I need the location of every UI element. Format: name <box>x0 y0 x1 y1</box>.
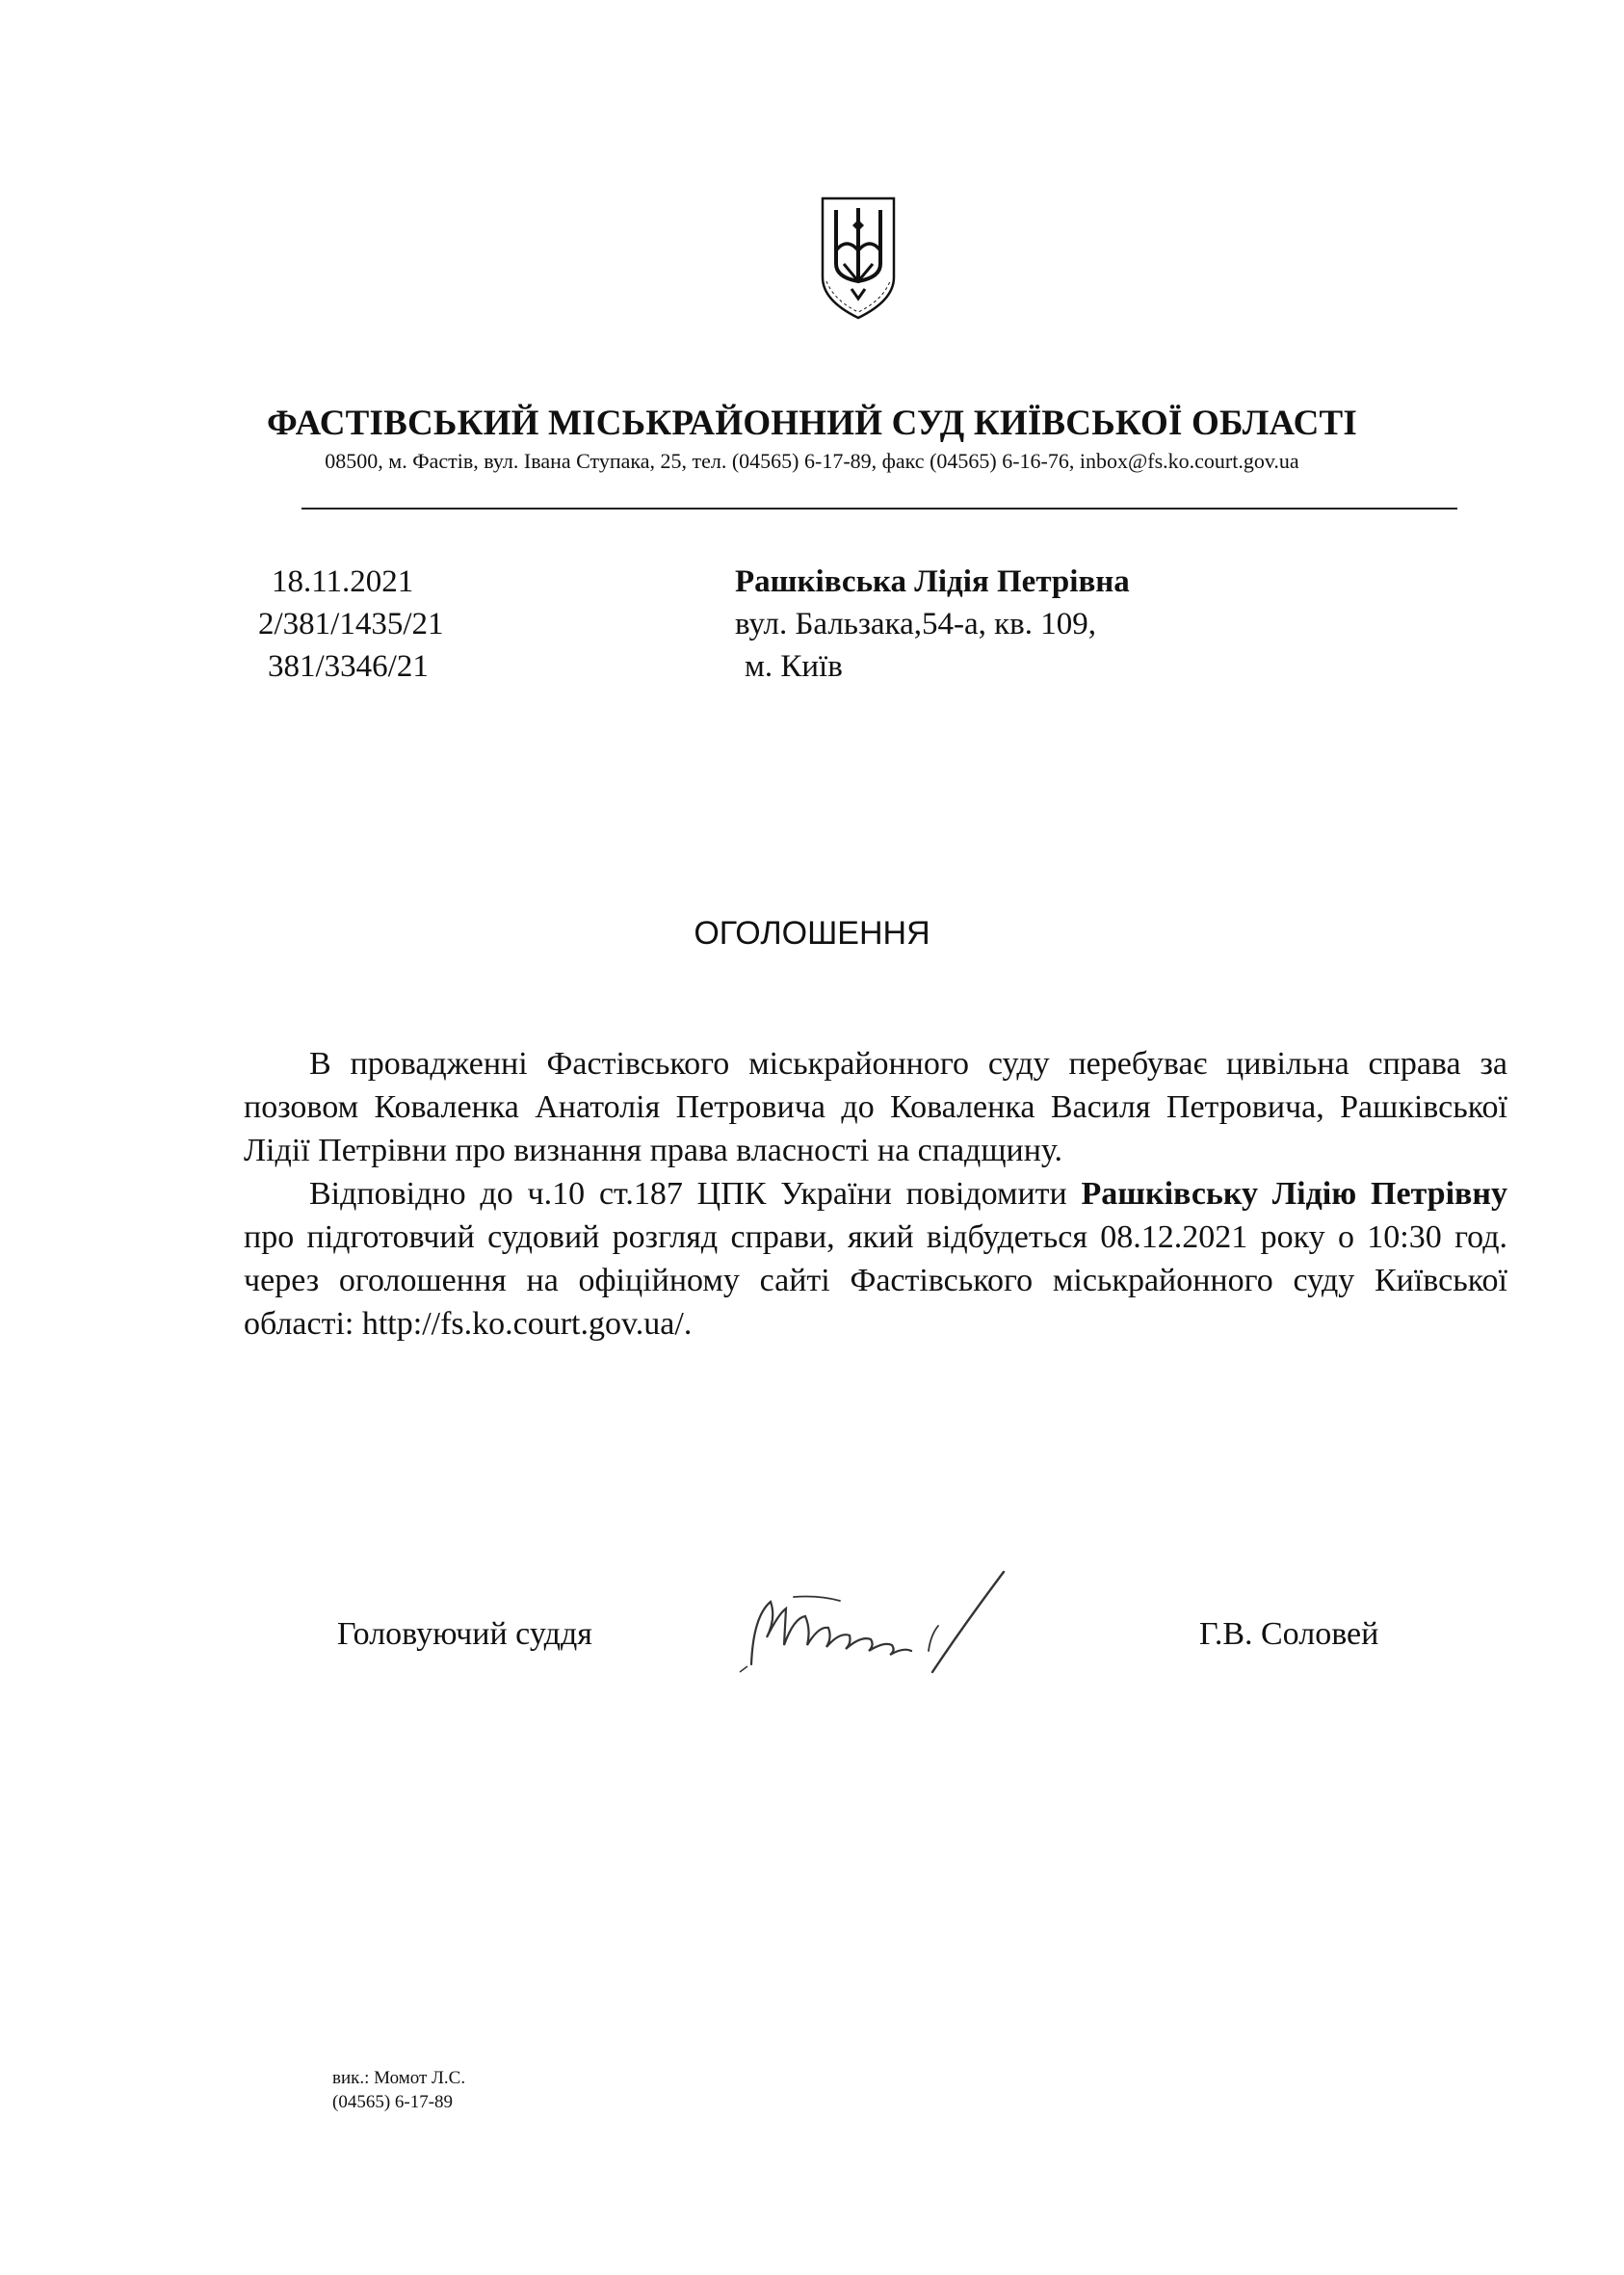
case-number: 2/381/1435/21 <box>258 607 444 641</box>
court-address: 08500, м. Фастів, вул. Івана Ступака, 25, тел. (04565) 6-17-89, факс (04565) 6-16-76, inbox@fs.ko.court.gov.ua <box>325 449 1299 473</box>
paragraph-2-end: про підготовчий судовий розгляд справи, який відбудеться 08.12.2021 року о 10:30 год. через оголошення на офіційному сайті Фастівського міськрайонного суду Київської області: http://fs.ko.court.gov.ua/. <box>244 1219 1507 1342</box>
executor-name: вик.: Момот Л.С. <box>332 2068 466 2088</box>
body-paragraph-2 <box>244 1172 1507 1346</box>
handwritten-signature <box>732 1558 1050 1684</box>
judge-role: Головуючий суддя <box>337 1616 592 1652</box>
court-name: ФАСТІВСЬКИЙ МІСЬКРАЙОННИЙ СУД КИЇВСЬКОЇ ОБЛАСТІ <box>267 404 1357 443</box>
document-date: 18.11.2021 <box>272 564 414 599</box>
recipient-city: м. Київ <box>745 649 843 684</box>
outgoing-number: 381/3346/21 <box>268 649 429 684</box>
executor-phone: (04565) 6-17-89 <box>332 2092 454 2112</box>
coat-of-arms-icon <box>815 193 902 323</box>
recipient-name: Рашківська Лідія Петрівна <box>735 564 1130 599</box>
judge-name: Г.В. Соловей <box>1199 1616 1379 1652</box>
document-title: ОГОЛОШЕННЯ <box>694 915 930 952</box>
executor-footer <box>332 2066 465 2114</box>
header-divider <box>301 508 1457 510</box>
recipient-street: вул. Бальзака,54-а, кв. 109, <box>735 607 1096 641</box>
recipient-block <box>735 561 1130 688</box>
body-paragraph-1: В провадженні Фастівського міськрайонного суду перебуває цивільна справа за позовом Коваленка Анатолія Петровича до Коваленка Василя Петровича, Рашківської Лідії Петрівни про визнання права власності на спадщину. <box>244 1046 1507 1168</box>
notified-person-name: Рашківську Лідію Петрівну <box>1081 1176 1507 1212</box>
document-body <box>244 1042 1507 1346</box>
document-meta <box>258 561 444 688</box>
paragraph-2-start: Відповідно до ч.10 ст.187 ЦПК України повідомити <box>309 1176 1082 1212</box>
